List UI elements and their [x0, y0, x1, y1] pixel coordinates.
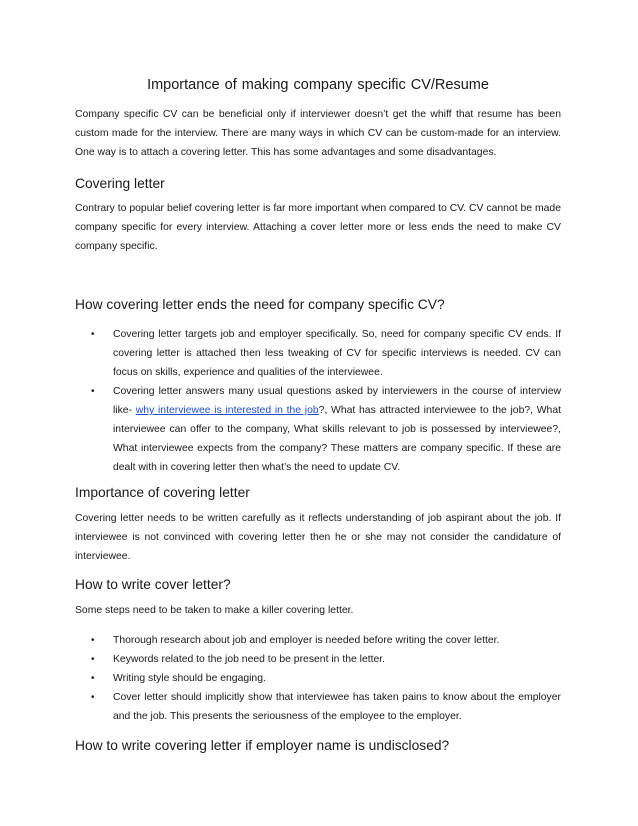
bullet-icon: • — [91, 386, 95, 397]
bullet-icon: • — [91, 329, 95, 340]
list-item-text: Writing style should be engaging. — [113, 673, 266, 684]
covering-letter-paragraph: Contrary to popular belief covering letter is far more important when compared to CV. CV cannot be made company specific for every interview. Attaching a cover letter more or less ends the need to make CV company specific. — [75, 203, 561, 252]
heading-covering-letter: Covering letter — [75, 176, 165, 191]
steps-intro-paragraph: Some steps need to be taken to make a killer covering letter. — [75, 605, 354, 616]
page-title: Importance of making company specific CV/Resume — [147, 77, 489, 93]
steps-list — [75, 631, 561, 726]
heading-how-covering-letter-ends-need: How covering letter ends the need for company specific CV? — [75, 297, 445, 312]
list-item-text: Covering letter targets job and employer specifically. So, need for company specific CV ends. If covering letter is attached then less tweaking of CV for specific interviews is needed. CV can focus on skills, experience and qualities of the interviewee. — [113, 329, 561, 378]
list-item — [75, 382, 561, 477]
list-item-text: Cover letter should implicitly show that interviewee has taken pains to know about the employer and the job. This presents the seriousness of the employee to the employer. — [113, 692, 561, 722]
bullet-icon: • — [91, 635, 95, 646]
heading-employer-undisclosed: How to write covering letter if employer name is undisclosed? — [75, 738, 450, 753]
list-item-text-start: Covering letter answers many usual questions asked by interviewers in the course of interview like- — [113, 386, 561, 416]
bullet-icon: • — [91, 654, 95, 665]
intro-paragraph: Company specific CV can be beneficial only if interviewer doesn’t get the whiff that resume has been custom made for the interview. There are many ways in which CV can be custom-made for an interview. One way is to attach a covering letter. This has some advantages and some disadvantages. — [75, 109, 561, 158]
how-ends-list — [75, 325, 561, 477]
bullet-icon: • — [91, 692, 95, 703]
list-item — [75, 631, 561, 650]
heading-importance-of-covering-letter: Importance of covering letter — [75, 485, 250, 500]
list-item — [75, 325, 561, 382]
list-item-text-end: ?, What has attracted interviewee to the job?, What interviewee can offer to the company, What skills relevant to job is possessed by interviewee?, What interviewee expects from the company? These matters are company specific. If these are dealt with in covering letter then what’s the need to update CV. — [113, 405, 561, 473]
list-item — [75, 688, 561, 726]
heading-how-to-write-cover-letter: How to write cover letter? — [75, 577, 231, 592]
list-item — [75, 669, 561, 688]
importance-paragraph: Covering letter needs to be written carefully as it reflects understanding of job aspirant about the job. If interviewee is not convinced with covering letter then he or she may not consider the candidature of interviewee. — [75, 513, 561, 562]
list-item-text: Keywords related to the job need to be present in the letter. — [113, 654, 386, 665]
bullet-icon: • — [91, 673, 95, 684]
list-item-text: Thorough research about job and employer is needed before writing the cover letter. — [113, 635, 500, 646]
list-item — [75, 650, 561, 669]
why-interested-link[interactable]: why interviewee is interested in the job — [135, 405, 319, 416]
